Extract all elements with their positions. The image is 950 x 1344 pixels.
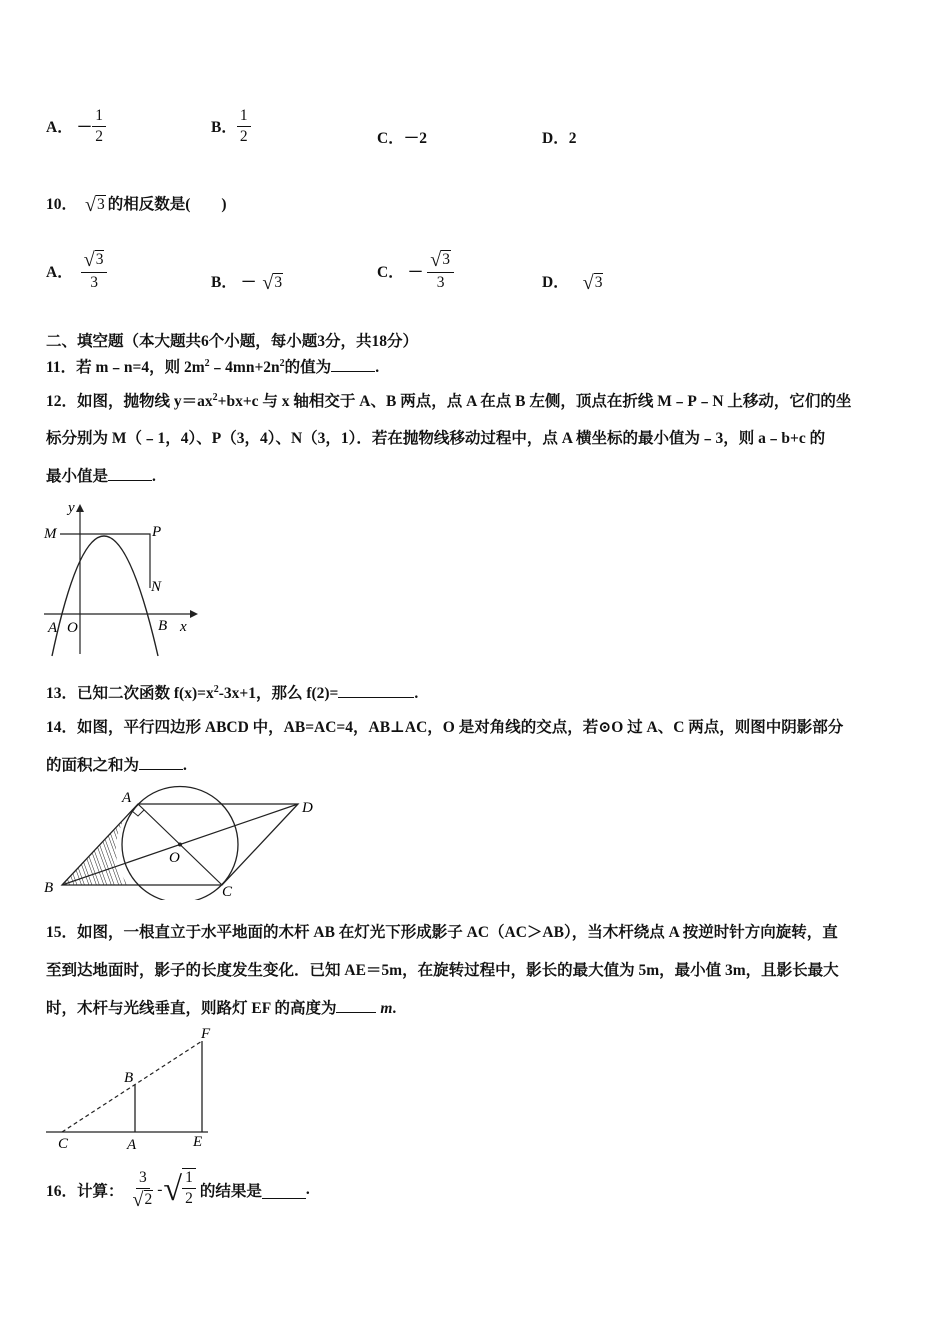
light-ray — [62, 1041, 202, 1132]
q10-option-c: C． － √ 3 3 — [377, 247, 454, 295]
label-a: A — [127, 1137, 137, 1152]
q15-answer-blank[interactable] — [336, 1012, 376, 1013]
q11-answer-blank[interactable] — [331, 371, 375, 372]
q16-sqrt-fraction: √ $\frac{1}{2}$ — [163, 1168, 195, 1212]
label-a: A — [122, 790, 132, 806]
q12-line2: 标分别为 M（﹣1，4）、P（3，4）、N（3，1）．若在抛物线移动过程中，点 A 横坐标的最小值为﹣3，则 a﹣b+c 的 — [46, 430, 826, 447]
q11-text: 11．若 m﹣n=4，则 $2m^2﹣4mn+2n^2$的值为 . — [46, 357, 380, 376]
label-n: N — [151, 579, 162, 595]
q16-answer-blank[interactable] — [262, 1182, 306, 1199]
label-x: x — [180, 619, 187, 635]
x-axis-arrow — [190, 610, 198, 618]
q15-line3: 时，木杆与光线垂直，则路灯 EF 的高度为 m. — [46, 1000, 397, 1017]
label-f: F — [201, 1026, 211, 1042]
label-b: B — [124, 1070, 134, 1086]
q14-answer-blank[interactable] — [139, 769, 183, 770]
section-title: 二、填空题（本大题共6个小题，每小题3分，共18分） — [46, 333, 419, 350]
q16-text: 16．计算： 3 √ 2 - √ $\frac{1}{2}$ 的结果是 . — [46, 1169, 310, 1211]
label-p: P — [152, 524, 162, 540]
q13-answer-blank[interactable] — [338, 697, 414, 698]
q10-option-d: D． √ 3 — [542, 272, 603, 294]
label-o: O — [169, 850, 180, 866]
q15-line1: 15．如图，一根直立于水平地面的木杆 AB 在灯光下形成影子 AC（AC＞AB），当木杆绕点 A 按逆时针方向旋转，直 — [46, 924, 838, 941]
label-b: B — [44, 880, 54, 896]
label-y: y — [68, 500, 75, 516]
q16-fraction-1: 3 √ 2 — [132, 1169, 153, 1211]
q10-option-b: B． － √ 3 — [211, 272, 283, 294]
q12-line3: 最小值是 . — [46, 468, 156, 485]
q9-option-a: A． － $\frac{1}{2}$ — [46, 104, 106, 148]
q9-option-c: C．－2 — [377, 130, 427, 147]
label-o: O — [67, 620, 78, 636]
q10-stem: 10． √ 3 的相反数是( ) — [46, 194, 227, 216]
label-m: M — [44, 526, 57, 542]
q14-line1: 14．如图，平行四边形 ABCD 中，AB=AC=4，AB⊥AC，O 是对角线的交点，若⊙O 过 A、C 两点，则图中阴影部分 — [46, 719, 844, 736]
label-c: C — [58, 1136, 69, 1152]
q10-sqrt: √ 3 — [85, 194, 105, 216]
q12-answer-blank[interactable] — [108, 480, 152, 481]
q15-lamp-figure — [40, 1022, 220, 1152]
q10-option-c-fraction: √ 3 3 — [427, 250, 454, 292]
label-d: D — [302, 800, 313, 816]
q10-option-a: A． √ 3 3 — [46, 247, 107, 295]
label-a: A — [48, 620, 58, 636]
y-axis-arrow — [76, 504, 84, 512]
q14-line2: 的面积之和为 . — [46, 757, 187, 774]
q12-parabola-figure — [40, 496, 200, 658]
q14-parallelogram-figure — [40, 784, 330, 900]
center-point-o — [178, 843, 182, 847]
q15-line2: 至到达地面时，影子的长度发生变化．已知 AE＝5m，在旋转过程中，影长的最大值为 5m，最小值 3m，且影长最大 — [46, 962, 839, 979]
parabola-curve — [52, 536, 158, 656]
label-c: C — [222, 884, 233, 900]
q13-text: 13．已知二次函数 $f(x)=x^2-3x+1$，那么 f(2)= . — [46, 683, 419, 702]
q10-option-a-fraction: √ 3 3 — [81, 250, 108, 292]
q9-option-a-fraction: $\frac{1}{2}$ — [92, 107, 106, 146]
label-b: B — [158, 618, 168, 634]
label-e: E — [193, 1134, 203, 1150]
q9-option-b-fraction: $\frac{1}{2}$ — [237, 107, 251, 146]
right-angle-mark — [132, 810, 144, 816]
q9-option-d: D．2 — [542, 130, 577, 147]
q12-line1: 12．如图，抛物线 $y=ax^2+bx+c$ 与 x 轴相交于 A、B 两点，点 A 在点 B 左侧，顶点在折线 M﹣P﹣N 上移动，它们的坐 — [46, 391, 852, 410]
q9-option-b: B． $\frac{1}{2}$ — [211, 104, 251, 148]
